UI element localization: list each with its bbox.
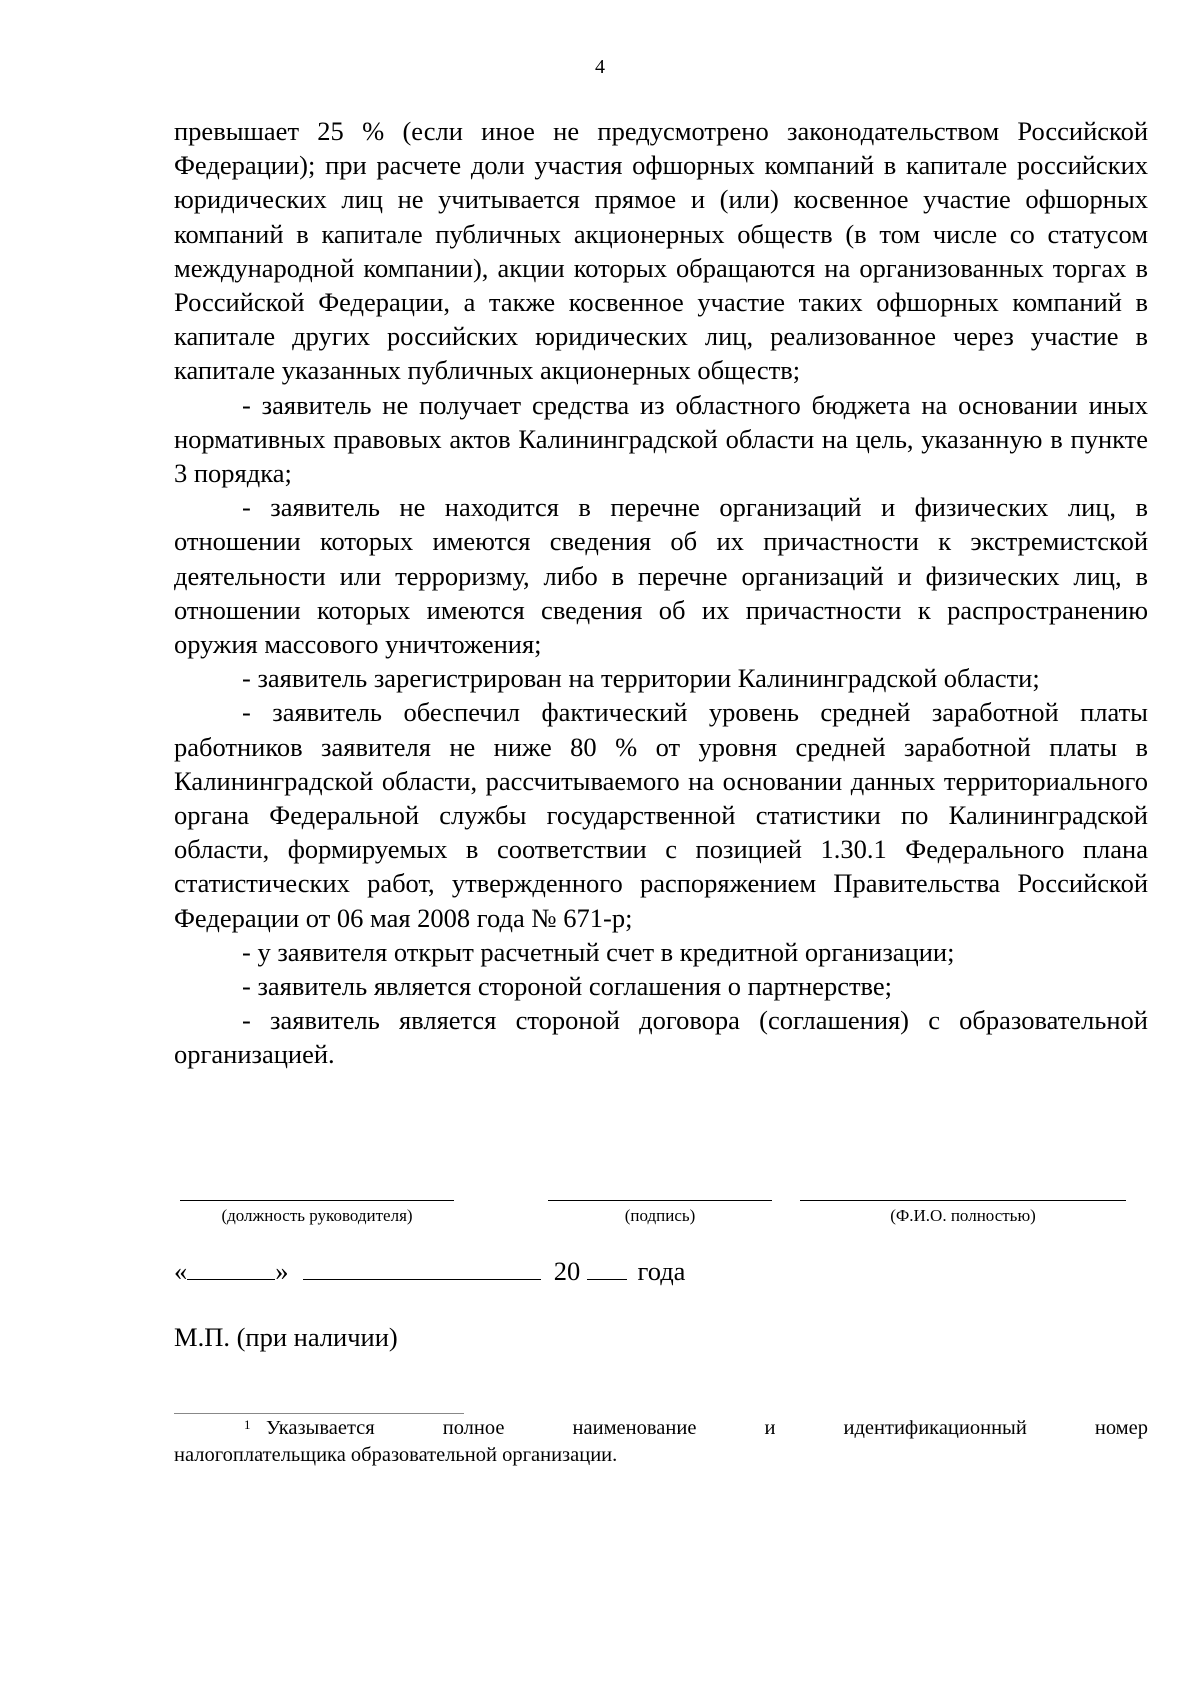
date-close-quote: » [275,1256,289,1286]
footnote-separator [174,1413,464,1414]
month-blank [303,1253,541,1280]
stamp-note: М.П. (при наличии) [174,1322,398,1352]
page-number: 4 [595,56,605,78]
paragraph-not-in-extremism-list: - заявитель не находится в перечне организаций и физических лиц, в отношении которых имеются сведения об их причастности к экстремистской деятельности или терроризму, либо в перечне организаций и физических лиц, в отношении которых имеются сведения об их причастности к распространению оружия массового уничтожения; [174,492,1148,660]
year-suffix: года [637,1256,686,1286]
footnote-word: наименование [572,1417,697,1439]
full-name-caption: (Ф.И.О. полностью) [890,1206,1036,1225]
year-prefix: 20 [553,1256,581,1286]
document-body [174,114,1148,1072]
date-line [174,1253,685,1287]
paragraph-education-contract: - заявитель является стороной договора (соглашения) с образовательной организацией. [174,1005,1148,1070]
paragraph-partnership-agreement: - заявитель является стороной соглашения о партнерстве; [242,971,893,1002]
day-blank [187,1253,275,1280]
year-blank [587,1253,627,1280]
signature-block [0,1200,1200,1240]
position-caption: (должность руководителя) [221,1206,413,1225]
footnote [174,1415,1148,1469]
footnote-word: номер [1094,1417,1148,1439]
paragraph-offshore-share: превышает 25 % (если иное не предусмотрено законодательством Российской Федерации); при расчете доли участия офшорных компаний в капитале российских юридических лиц не учитывается прямое и (или) косвенное участие офшорных компаний в капитале публичных акционерных обществ (в том числе со статусом международной компании), акции которых обращаются на организованных торгах в Российской Федерации, а также косвенное участие таких офшорных компаний в капитале других российских юридических лиц, реализованное через участие в капитале указанных публичных акционерных обществ; [174,116,1148,386]
position-line [180,1200,454,1201]
footnote-words [244,1415,1148,1442]
paragraph-registered-in-region: - заявитель зарегистрирован на территории Калининградской области; [242,663,1040,694]
paragraph-no-regional-funds: - заявитель не получает средства из областного бюджета на основании иных нормативных правовых актов Калининградской области на цель, указанную в пункте 3 порядка; [174,389,1148,489]
footnote-word: и [764,1417,776,1439]
footnote-word: полное [442,1417,505,1439]
signature-line [548,1200,772,1201]
footnote-line-1 [174,1415,1148,1442]
paragraph-bank-account: - у заявителя открыт расчетный счет в кредитной организации; [242,936,955,967]
footnote-word: идентификационный [843,1417,1027,1439]
footnote-line-2: налогоплательщика образовательной организации. [174,1444,618,1466]
paragraph-average-salary: - заявитель обеспечил фактический уровень средней заработной платы работников заявителя не ниже 80 % от уровня средней заработной платы в Калининградской области, рассчитываемого на основании данных территориального органа Федеральной службы государственной статистики по Калининградской области, формируемых в соответствии с позицией 1.30.1 Федерального плана статистических работ, утвержденного распоряжением Правительства Российской Федерации от 06 мая 2008 года № 671-р; [174,697,1148,933]
footnote-word: Указывается [266,1417,375,1439]
signature-caption: (подпись) [624,1206,696,1225]
date-open-quote: « [174,1256,188,1286]
footnote-mark: 1 [244,1417,251,1432]
full-name-line [800,1200,1126,1201]
